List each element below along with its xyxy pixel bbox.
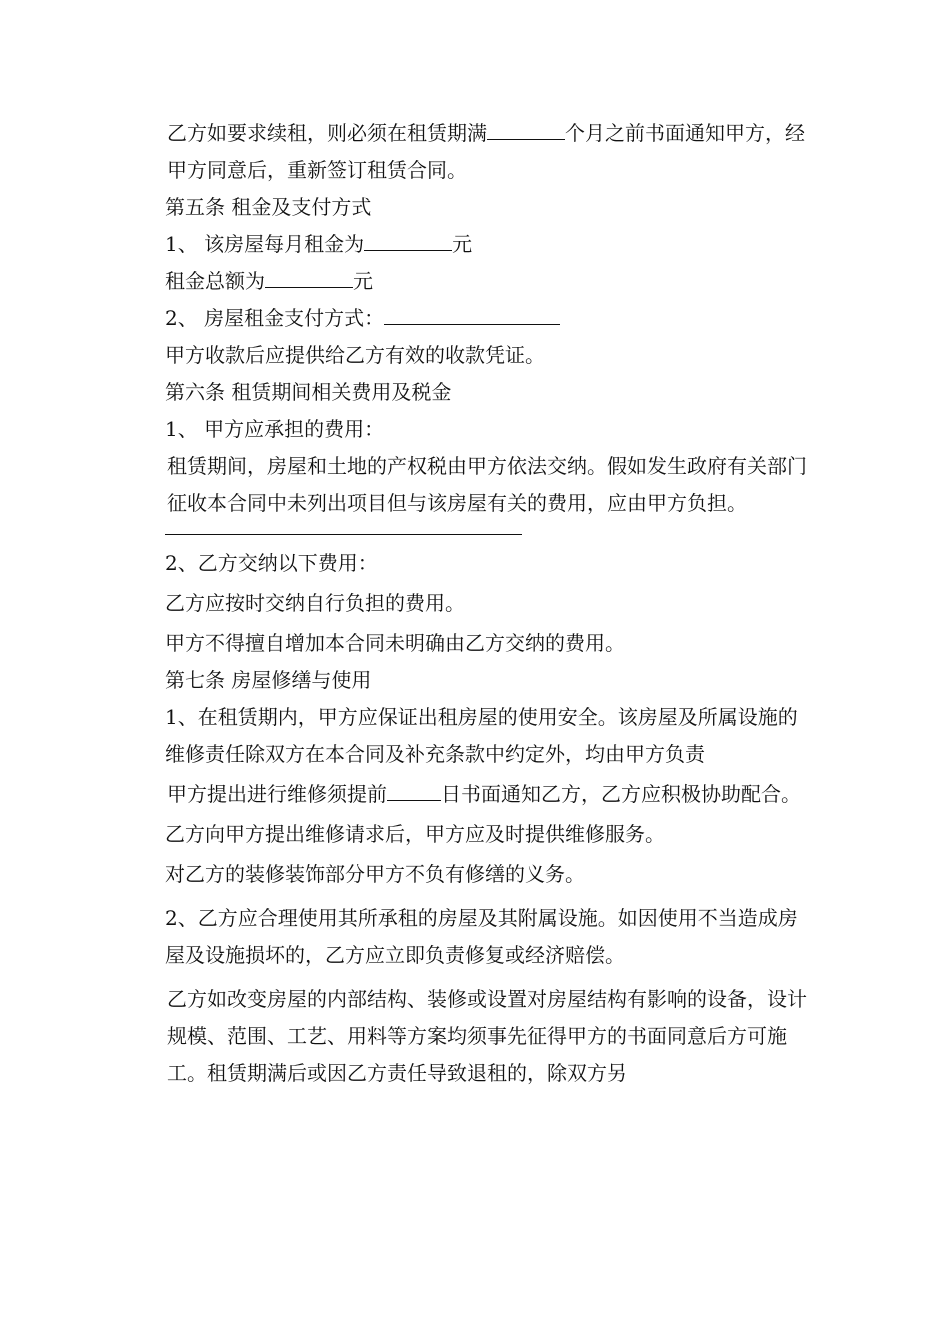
repair-notice-end: 日书面通知乙方，乙方应积极协助配合。 [441,782,801,806]
article-6-item-1: 1、 甲方应承担的费用： [165,417,385,441]
renewal-clause [145,115,810,189]
repair-notice-start: 甲方提出进行维修须提前 [167,782,387,806]
repair-notice-days-blank[interactable] [387,778,441,801]
article-6-item-1-text: 租赁期间，房屋和土地的产权税由甲方依法交纳。假如发生政府有关部门征收本合同中未列出项目但与该房屋有关的费用，应由甲方负担。 [167,454,807,515]
fill-in-line[interactable] [165,534,522,535]
receipt-clause: 甲方收款后应提供给乙方有效的收款凭证。 [165,343,545,367]
article-7-heading: 第七条 房屋修缮与使用 [165,668,372,692]
article-7-item-2: 2、乙方应合理使用其所承租的房屋及其附属设施。如因使用不当造成房屋及设施损坏的，乙方应立即负责修复或经济赔偿。 [165,906,798,967]
article-6-item-2: 2、乙方交纳以下费用： [165,551,378,575]
payment-method-line [145,300,810,337]
article-6-heading: 第六条 租赁期间相关费用及税金 [165,380,452,404]
article-6-item-2-a: 乙方应按时交纳自行负担的费用。 [165,591,465,615]
contract-body [145,115,810,1092]
renewal-text-end: 个月之前书面通知甲方，经甲方同意后，重新签订租赁合同。 [167,121,805,182]
repair-request-clause: 乙方向甲方提出维修请求后，甲方应及时提供维修服务。 [165,822,665,846]
monthly-rent-blank[interactable] [364,228,452,251]
monthly-rent-line [145,226,810,263]
alteration-clause: 乙方如改变房屋的内部结构、装修或设置对房屋结构有影响的设备，设计规模、范围、工艺、用料等方案均须事先征得甲方的书面同意后方可施工。租赁期满后或因乙方责任导致退租的，除双方另 [167,987,807,1085]
monthly-rent-unit: 元 [452,232,473,256]
article-5-heading: 第五条 租金及支付方式 [165,195,372,219]
payment-method-blank[interactable] [384,302,560,325]
renewal-text-start: 乙方如要求续租，则必须在租赁期满 [167,121,487,145]
article-7-item-1: 1、在租赁期内，甲方应保证出租房屋的使用安全。该房屋及所属设施的维修责任除双方在本合同及补充条款中约定外，均由甲方负责 [165,705,798,766]
decoration-clause: 对乙方的装修装饰部分甲方不负有修缮的义务。 [165,862,585,886]
monthly-rent-label: 1、 该房屋每月租金为 [165,232,365,256]
renewal-months-blank[interactable] [487,117,565,140]
total-rent-label: 租金总额为 [165,269,265,293]
article-6-item-2-b: 甲方不得擅自增加本合同未明确由乙方交纳的费用。 [165,631,625,655]
total-rent-unit: 元 [353,269,373,293]
total-rent-blank[interactable] [265,265,353,288]
total-rent-line [145,263,810,300]
repair-notice-clause [145,776,810,813]
payment-method-label: 2、 房屋租金支付方式： [165,306,385,330]
